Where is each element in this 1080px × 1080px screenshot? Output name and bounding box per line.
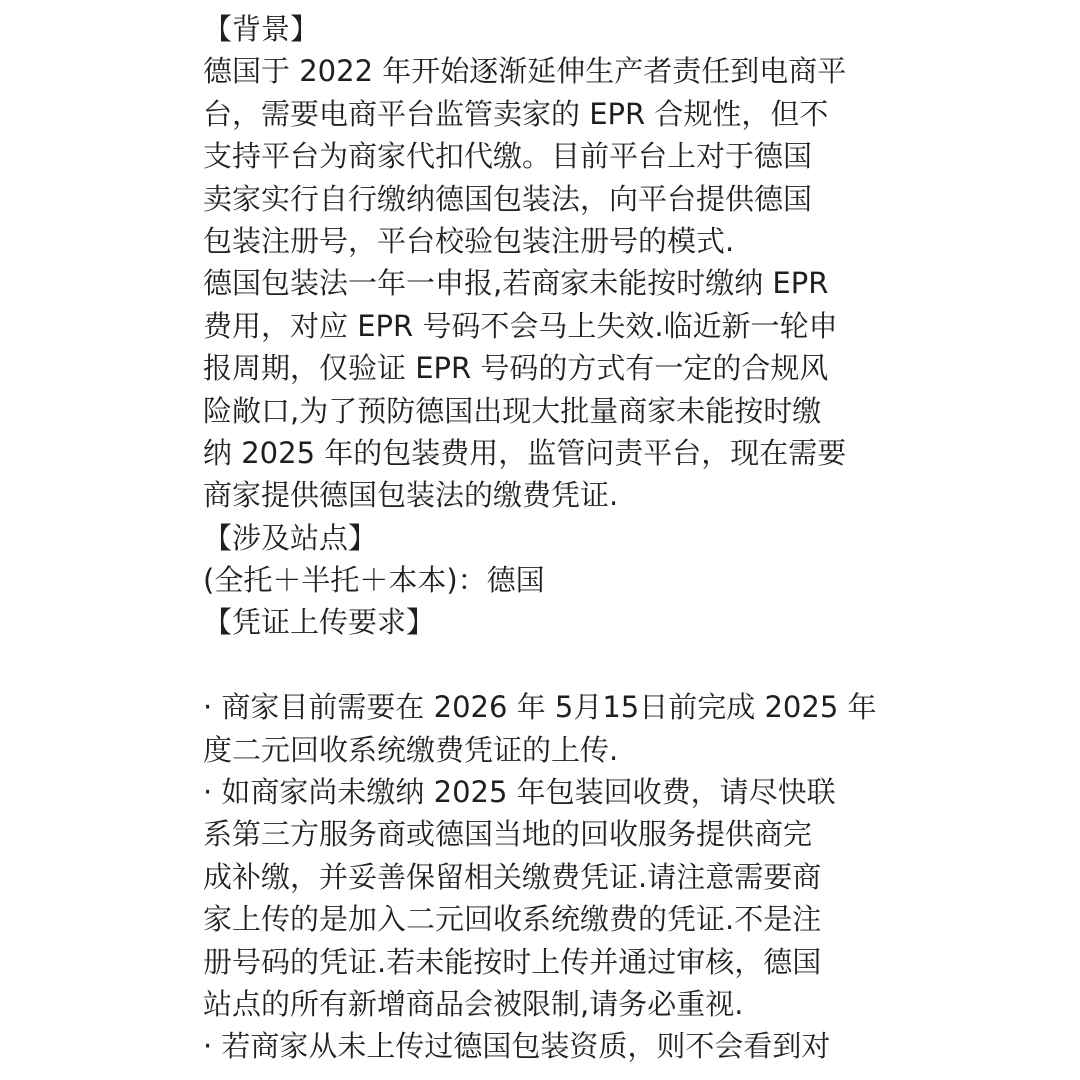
section-heading-requirements: 【凭证上传要求】 [203,605,436,640]
background-line: 卖家实行自行缴纳德国包装法，向平台提供德国 [203,181,813,216]
section-heading-background: 【背景】 [203,12,320,46]
background-line: 报周期，仅验证 EPR 号码的方式有一定的合规风 [203,351,829,386]
blank-line [203,644,903,686]
section-heading-sites: 【涉及站点】 [203,520,378,555]
background-line: 包装注册号，平台校验包装注册号的模式. [203,223,735,258]
background-line: 台，需要电商平台监管卖家的 EPR 合规性，但不 [203,96,829,131]
background-line: 支持平台为商家代扣代缴。目前平台上对于德国 [203,139,813,174]
background-line: 纳 2025 年的包装费用，监管问责平台，现在需要 [203,435,847,470]
sites-line: (全托＋半托＋本本)：德国 [203,563,545,598]
requirement-line: 系第三方服务商或德国当地的回收服务提供商完 [203,817,813,852]
requirement-line: · 商家目前需要在 2026 年 5月15日前完成 2025 年 [203,690,877,725]
requirement-line: 册号码的凭证.若未能按时上传并通过审核，德国 [203,944,822,979]
background-line: 险敞口,为了预防德国出现大批量商家未能按时缴 [203,393,822,428]
requirement-line: 站点的所有新增商品会被限制,请务必重视. [203,986,744,1021]
requirement-line: 成补缴，并妥善保留相关缴费凭证.请注意需要商 [203,859,822,894]
requirement-line: 度二元回收系统缴费凭证的上传. [203,732,619,767]
background-line: 德国于 2022 年开始逐渐延伸生产者责任到电商平 [203,54,847,89]
background-line: 德国包装法一年一申报,若商家未能按时缴纳 EPR [203,266,829,301]
requirement-line: · 若商家从未上传过德国包装资质，则不会看到对 [203,1029,831,1064]
document-body [203,8,903,1068]
requirement-line: · 如商家尚未缴纳 2025 年包装回收费，请尽快联 [203,775,836,810]
background-line: 费用，对应 EPR 号码不会马上失效.临近新一轮申 [203,308,838,343]
requirement-line: 家上传的是加入二元回收系统缴费的凭证.不是注 [203,902,822,937]
background-line: 商家提供德国包装法的缴费凭证. [203,478,619,513]
